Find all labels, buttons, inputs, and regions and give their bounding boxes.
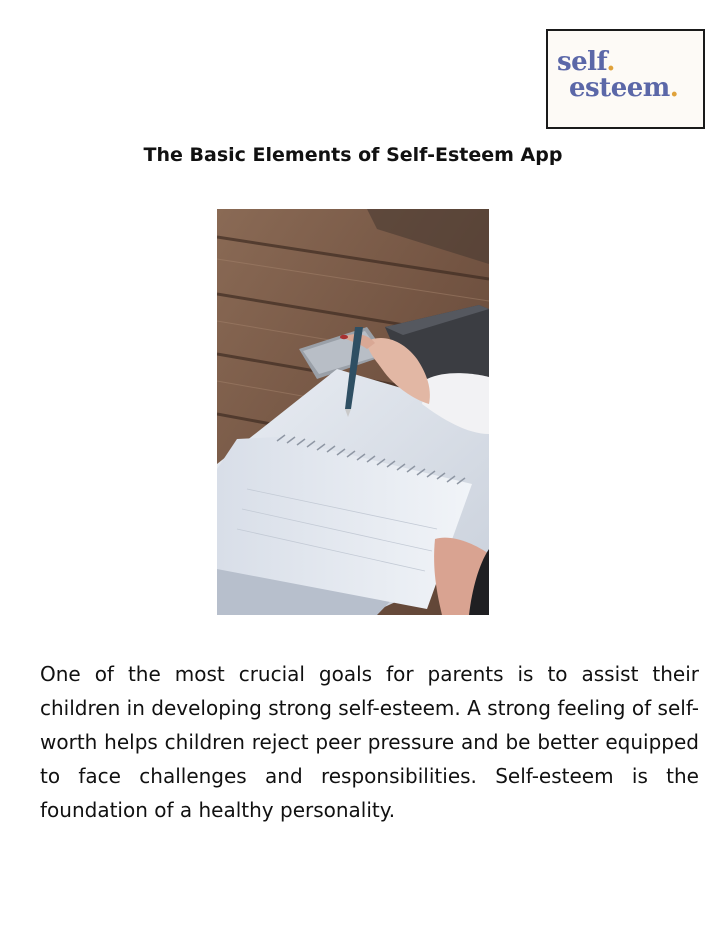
brand-logo <box>546 29 705 129</box>
body-paragraph: One of the most crucial goals for parents is to assist their children in developing strong self-esteem. A strong feeling of self-worth helps children reject peer pressure and be better equipped to face challenges and responsibilities. Self-esteem is the foundation of a healthy personality. <box>40 662 699 822</box>
notebook-writing-photo <box>217 209 489 615</box>
logo-wordmark <box>557 49 678 101</box>
page-title: The Basic Elements of Self-Esteem App <box>143 144 563 166</box>
logo-line-esteem: esteem. <box>569 73 679 103</box>
logo-line-self: self. <box>557 47 615 77</box>
